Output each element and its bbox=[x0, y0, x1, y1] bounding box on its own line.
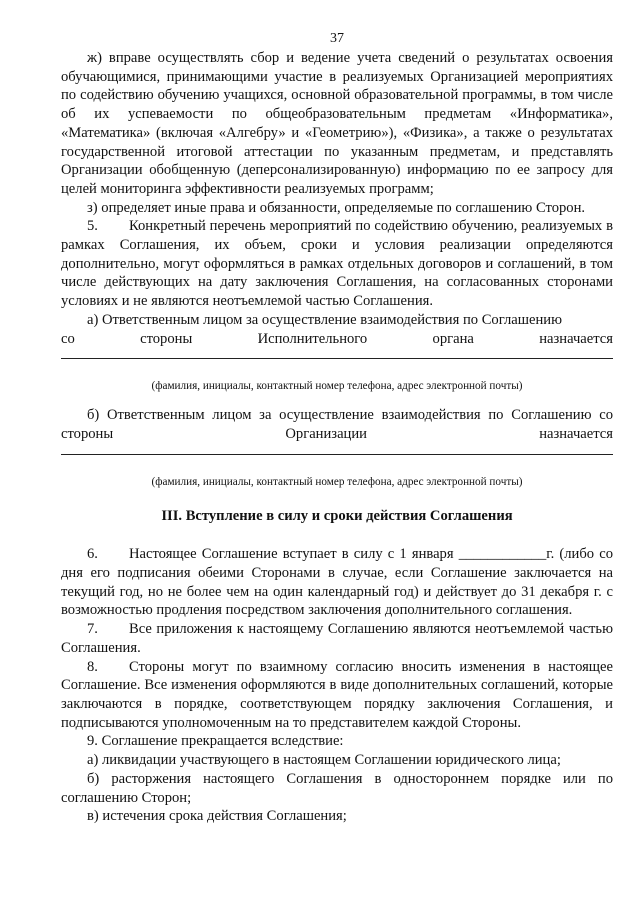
caption-a: (фамилия, инициалы, контактный номер телефона, адрес электронной почты) bbox=[151, 380, 523, 393]
paragraph-b-line1: б) Ответственным лицом за осуществление взаимодействия по Соглашению со bbox=[87, 407, 613, 424]
paragraph-zh: ж) вправе осуществлять сбор и ведение учета сведений о результатах освоения обучающимися, принимающими участие в реализуемых Организацией мероприятиях по содействию обучению учащихся, основной образовательной программы, в том числе об их успеваемости по общеобразовательным предметам «Информатика», «Математика» (включая «Алгебру» и «Геометрию»), «Физика», а также о результатах государственной итоговой аттестации по указанным предметам, и представлять Организации обобщенную (деперсонализированную) информацию по ее запросу для целей мониторинга эффективности реализуемых программ; bbox=[61, 50, 613, 197]
paragraph-8-number: 8. bbox=[87, 658, 98, 675]
page-number: 37 bbox=[330, 31, 344, 46]
paragraph-8-text: Стороны могут по взаимному согласию вносить изменения в настоящее Соглашение. Все изменения оформляются в виде дополнительных соглашений, которые заключаются в порядке, соответствующем порядку заключения Соглашения, и подписываются уполномоченным на то представителем каждой Стороны. bbox=[61, 658, 613, 731]
paragraph-7 bbox=[61, 620, 613, 657]
paragraph-9: 9. Соглашение прекращается вследствие: bbox=[87, 733, 344, 750]
paragraph-7-number: 7. bbox=[87, 621, 98, 638]
paragraph-a-line1: а) Ответственным лицом за осуществление взаимодействия по Соглашению bbox=[87, 311, 562, 328]
document-body bbox=[61, 49, 613, 826]
caption-b: (фамилия, инициалы, контактный номер телефона, адрес электронной почты) bbox=[151, 475, 523, 488]
paragraph-5-number: 5. bbox=[87, 218, 98, 235]
paragraph-5-text: Конкретный перечень мероприятий по содействию обучению, реализуемых в рамках Соглашения, их объем, сроки и условия реализации определяются дополнительно, могут оформляться в рамках отдельных договоров и соглашений, в том числе действующих на дату заключения Соглашения, на согласованных сторонами условиях и не являются неотъемлемой частью Соглашения. bbox=[61, 218, 613, 310]
paragraph-6-text: Настоящее Соглашение вступает в силу с 1 января ____________г. (либо со дня его подписания обеими Сторонами в случае, если Соглашение заключается на текущий год, но не более чем на один календарный год) и действует до 31 декабря г. с возможностью продления посредством заключения дополнительного соглашения. bbox=[61, 546, 613, 619]
fill-line-a bbox=[61, 348, 613, 359]
paragraph-a-line2: со стороны Исполнительного органа назначается bbox=[61, 330, 613, 347]
paragraph-6 bbox=[61, 545, 613, 620]
paragraph-8 bbox=[61, 658, 613, 733]
paragraph-6-number: 6. bbox=[87, 546, 98, 563]
paragraph-5 bbox=[61, 217, 613, 311]
paragraph-z: з) определяет иные права и обязанности, определяемые по соглашению Сторон. bbox=[87, 199, 586, 216]
paragraph-b-line2: стороны Организации назначается bbox=[61, 425, 613, 442]
paragraph-7-text: Все приложения к настоящему Соглашению являются неотъемлемой частью Соглашения. bbox=[61, 621, 613, 656]
fill-line-b bbox=[61, 444, 613, 455]
paragraph-9c: в) истечения срока действия Соглашения; bbox=[87, 808, 347, 825]
paragraph-9b: б) расторжения настоящего Соглашения в одностороннем порядке или по соглашению Сторон; bbox=[61, 770, 613, 806]
paragraph-9a: а) ликвидации участвующего в настоящем Соглашении юридического лица; bbox=[87, 752, 561, 769]
section-heading: III. Вступление в силу и сроки действия Соглашения bbox=[161, 507, 513, 524]
